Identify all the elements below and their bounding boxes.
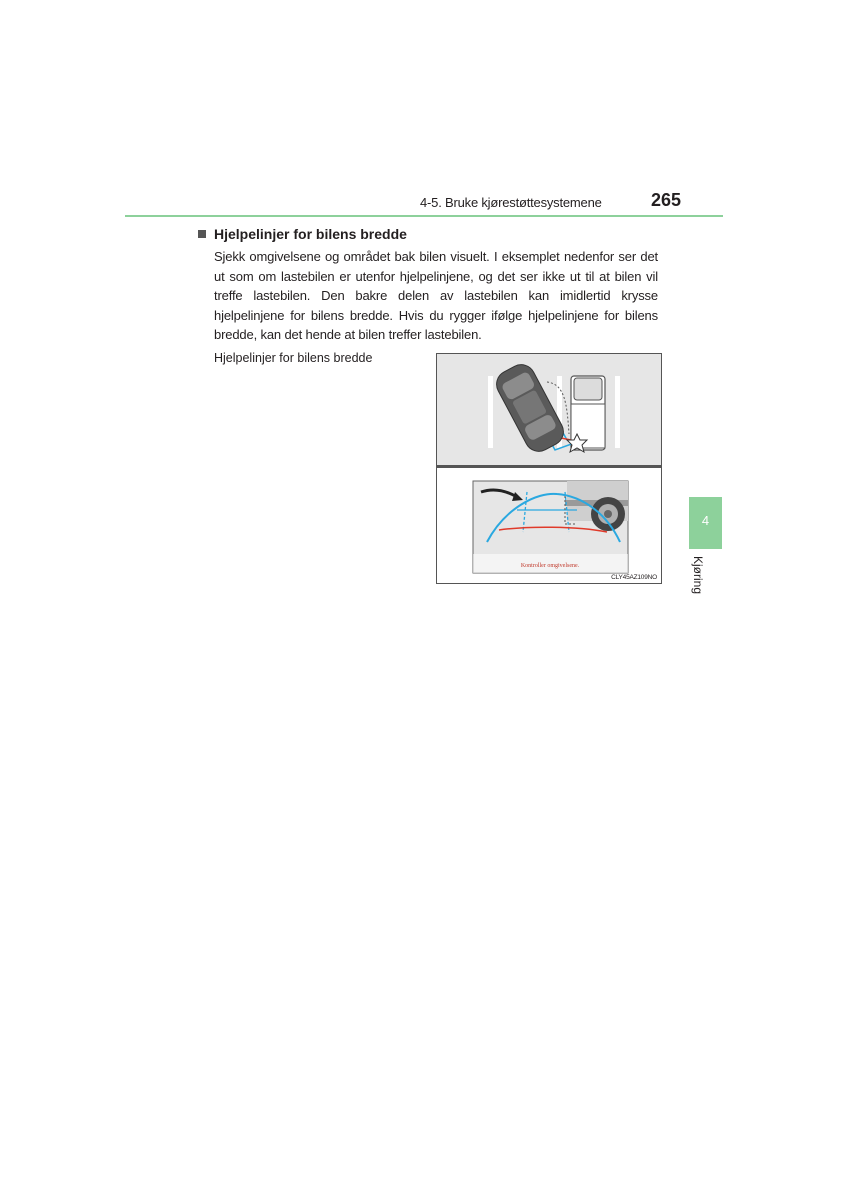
camera-screen-view <box>473 481 628 573</box>
illustration-figure <box>436 353 662 584</box>
section-body-text: Sjekk omgivelsene og området bak bilen visuelt. I eksemplet nedenfor ser det ut som om lastebilen er utenfor hjelpelinjene, og det ser ikke ut til at bilen vil treffe lastebilen. Den bakre delen av lastebilen kan imidlertid krysse hjelpelinjene for bilens bredde. Hvis du rygger ifølge hjelpelinjene for bilens bredde, kan det hende at bilen treffer lastebilen. <box>214 249 658 342</box>
square-bullet-icon <box>198 230 206 238</box>
header-rule <box>125 215 723 217</box>
chapter-tab: 4 <box>689 497 722 549</box>
section-heading <box>198 226 407 242</box>
figure-caption: Hjelpelinjer for bilens bredde <box>214 351 373 365</box>
chapter-label: Kjøring <box>691 556 705 595</box>
panel-divider <box>437 465 661 468</box>
parking-line-right <box>615 376 620 448</box>
figure-code: CLY45AZ109NO <box>611 574 657 581</box>
screen-warning-text: Kontroller omgivelsene. <box>520 563 580 569</box>
header-section-title: 4-5. Bruke kjørestøttesystemene <box>420 195 602 210</box>
backup-camera-illustration <box>437 354 661 583</box>
page-number: 265 <box>651 190 682 210</box>
parking-line-left <box>488 376 493 448</box>
section-heading-text: Hjelpelinjer for bilens bredde <box>214 226 407 242</box>
